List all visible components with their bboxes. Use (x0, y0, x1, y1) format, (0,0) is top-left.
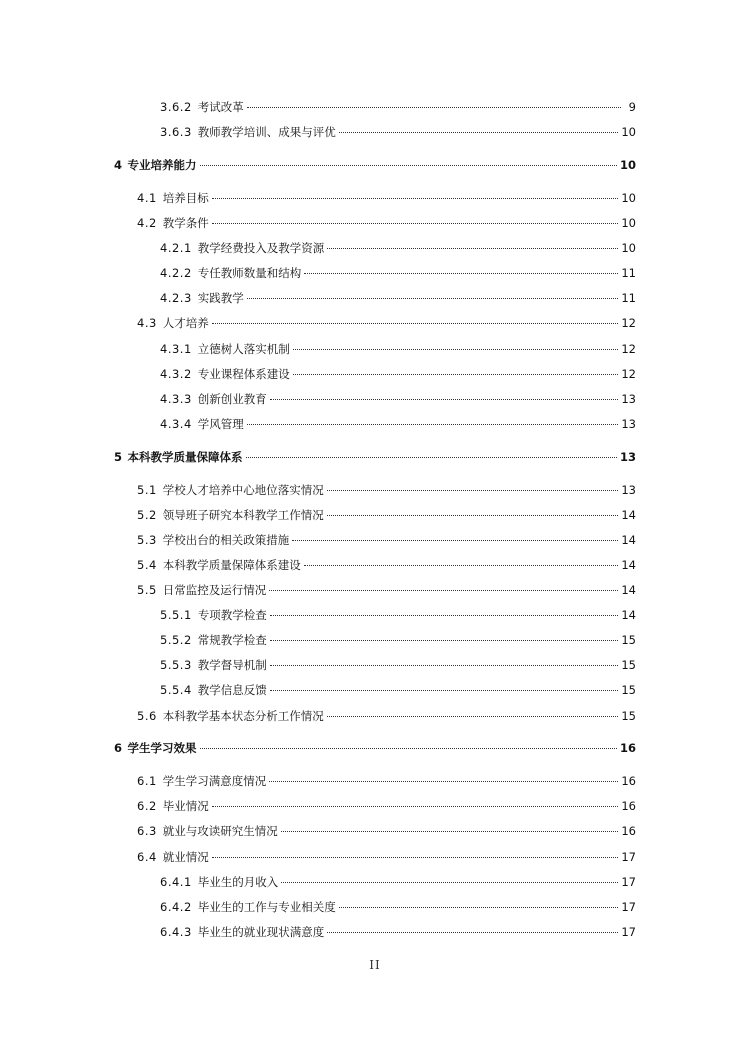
toc-entry-title: 教师教学培训、成果与评优 (197, 125, 336, 139)
toc-entry-title: 学生学习效果 (127, 741, 197, 755)
toc-entry-title: 常规教学检查 (197, 633, 267, 647)
dot-leader (212, 198, 619, 199)
toc-entry[interactable] (137, 709, 636, 724)
toc-entry-title: 毕业生的就业现状满意度 (197, 925, 325, 939)
dot-leader (212, 223, 619, 224)
toc-entry-title: 毕业生的工作与专业相关度 (197, 900, 336, 914)
toc-entry-page: 14 (621, 583, 636, 597)
dot-leader (247, 298, 619, 299)
dot-leader (327, 490, 619, 491)
toc-entry-title: 学风管理 (197, 417, 244, 431)
page-number: II (369, 958, 381, 972)
toc-entry[interactable] (160, 658, 636, 673)
toc-entry-page: 13 (621, 417, 636, 431)
toc-entry-title: 实践教学 (197, 291, 244, 305)
toc-entry[interactable] (160, 291, 636, 306)
toc-entry-page: 10 (621, 125, 636, 139)
toc-entry-title: 日常监控及运行情况 (162, 583, 267, 597)
toc-entry[interactable] (160, 266, 636, 281)
toc-entry-number: 5.5.3 (160, 658, 192, 672)
dot-leader (281, 831, 619, 832)
toc-entry[interactable] (160, 241, 636, 256)
toc-entry-title: 专项教学检查 (197, 608, 267, 622)
toc-entry-number: 6.3 (137, 824, 157, 838)
dot-leader (269, 781, 618, 782)
toc-entry-page: 17 (621, 925, 636, 939)
toc-entry[interactable] (160, 633, 636, 648)
toc-entry-title: 毕业生的月收入 (197, 875, 279, 889)
dot-leader (327, 248, 618, 249)
dot-leader (247, 107, 621, 108)
toc-entry-title: 专任教师数量和结构 (197, 266, 302, 280)
toc-entry-title: 学校出台的相关政策措施 (162, 533, 290, 547)
toc-entry-number: 3.6.3 (160, 125, 192, 139)
toc-entry-page: 11 (621, 266, 636, 280)
toc-entry-title: 专业培养能力 (127, 158, 197, 172)
toc-entry-page: 10 (621, 216, 636, 230)
toc-entry-number: 4.2.3 (160, 291, 192, 305)
toc-chapter-entry[interactable] (114, 158, 636, 173)
toc-entry-title: 人才培养 (162, 316, 209, 330)
toc-entry[interactable] (160, 875, 636, 890)
dot-leader (339, 132, 619, 133)
toc-entry[interactable] (137, 850, 636, 865)
toc-entry-number: 5 (114, 450, 123, 464)
toc-entry-number: 6.1 (137, 774, 157, 788)
toc-entry-title: 学生学习满意度情况 (162, 774, 267, 788)
toc-entry-number: 4.2.1 (160, 241, 192, 255)
dot-leader (327, 716, 619, 717)
toc-entry-page: 16 (619, 741, 636, 755)
toc-entry-page: 10 (621, 191, 636, 205)
dot-leader (327, 932, 618, 933)
toc-entry-number: 5.5.4 (160, 683, 192, 697)
toc-entry-number: 4.3 (137, 316, 157, 330)
toc-entry[interactable] (137, 483, 636, 498)
toc-entry-number: 6.4 (137, 850, 157, 864)
dot-leader (200, 748, 617, 749)
toc-entry-number: 5.2 (137, 508, 157, 522)
toc-entry-page: 9 (628, 100, 636, 114)
dot-leader (270, 640, 619, 641)
toc-entry[interactable] (137, 774, 636, 789)
dot-leader (270, 399, 619, 400)
toc-chapter-entry[interactable] (114, 450, 636, 465)
toc-entry-title: 本科教学质量保障体系 (127, 450, 243, 464)
toc-entry-page: 16 (621, 774, 636, 788)
toc-entry-page: 17 (621, 850, 636, 864)
toc-entry[interactable] (160, 925, 636, 940)
toc-entry-title: 教学条件 (162, 216, 209, 230)
toc-entry[interactable] (137, 558, 636, 573)
dot-leader (270, 690, 619, 691)
toc-entry-number: 4.1 (137, 191, 157, 205)
dot-leader (293, 349, 619, 350)
toc-entry-number: 5.5.2 (160, 633, 192, 647)
toc-entry-page: 14 (621, 608, 636, 622)
dot-leader (212, 323, 619, 324)
dot-leader (339, 907, 619, 908)
toc-entry-number: 6.2 (137, 799, 157, 813)
toc-entry-page: 13 (619, 450, 636, 464)
toc-entry-title: 培养目标 (162, 191, 209, 205)
toc-entry[interactable] (160, 342, 636, 357)
toc-entry-title: 教学督导机制 (197, 658, 267, 672)
dot-leader (200, 165, 617, 166)
toc-entry-number: 5.1 (137, 483, 157, 497)
toc-entry-title: 学校人才培养中心地位落实情况 (162, 483, 324, 497)
toc-entry[interactable] (137, 316, 636, 331)
toc-entry-page: 15 (621, 709, 636, 723)
toc-entry-title: 毕业情况 (162, 799, 209, 813)
toc-entry-page: 17 (621, 875, 636, 889)
toc-entry-title: 就业与攻读研究生情况 (162, 824, 278, 838)
toc-entry-number: 4 (114, 158, 123, 172)
toc-entry-title: 教学信息反馈 (197, 683, 267, 697)
toc-entry-page: 15 (621, 658, 636, 672)
toc-entry[interactable] (160, 608, 636, 623)
dot-leader (304, 565, 619, 566)
toc-entry-number: 4.3.3 (160, 392, 192, 406)
dot-leader (304, 273, 618, 274)
toc-entry-page: 14 (621, 533, 636, 547)
toc-entry-number: 4.3.2 (160, 367, 192, 381)
toc-entry[interactable] (160, 683, 636, 698)
toc-entry-page: 10 (621, 241, 636, 255)
toc-entry-title: 考试改革 (197, 100, 244, 114)
dot-leader (247, 424, 619, 425)
toc-entry-number: 6 (114, 741, 123, 755)
toc-entry-number: 5.4 (137, 558, 157, 572)
toc-entry-page: 12 (621, 342, 636, 356)
toc-entry-page: 15 (621, 683, 636, 697)
toc-entry-number: 5.6 (137, 709, 157, 723)
toc-entry-page: 11 (621, 291, 636, 305)
dot-leader (269, 590, 618, 591)
toc-entry[interactable] (137, 508, 636, 523)
toc-entry-title: 专业课程体系建设 (197, 367, 290, 381)
toc-entry-page: 13 (621, 392, 636, 406)
toc-entry-title: 就业情况 (162, 850, 209, 864)
toc-entry-number: 4.2 (137, 216, 157, 230)
toc-entry[interactable] (160, 900, 636, 915)
toc-entry[interactable] (137, 216, 636, 231)
dot-leader (270, 615, 619, 616)
toc-entry[interactable] (160, 125, 636, 140)
dot-leader (293, 374, 619, 375)
toc-entry[interactable] (160, 392, 636, 407)
dot-leader (246, 457, 617, 458)
toc-entry-title: 本科教学基本状态分析工作情况 (162, 709, 324, 723)
toc-entry[interactable] (137, 191, 636, 206)
dot-leader (212, 857, 619, 858)
toc-chapter-entry[interactable] (114, 741, 636, 756)
toc-entry[interactable] (137, 583, 636, 598)
toc-entry[interactable] (160, 417, 636, 432)
toc-entry-number: 5.5.1 (160, 608, 192, 622)
toc-entry-page: 16 (621, 799, 636, 813)
toc-entry-number: 4.2.2 (160, 266, 192, 280)
toc-entry-title: 创新创业教育 (197, 392, 267, 406)
toc-entry-title: 教学经费投入及教学资源 (197, 241, 325, 255)
toc-entry-number: 5.5 (137, 583, 157, 597)
toc-entry-page: 12 (621, 367, 636, 381)
toc-entry[interactable] (137, 824, 636, 839)
toc-entry-page: 16 (621, 824, 636, 838)
dot-leader (292, 540, 618, 541)
toc-entry-number: 4.3.1 (160, 342, 192, 356)
toc-entry-page: 10 (619, 158, 636, 172)
toc-entry-title: 立德树人落实机制 (197, 342, 290, 356)
toc-entry[interactable] (160, 367, 636, 382)
toc-entry-number: 6.4.2 (160, 900, 192, 914)
toc-entry[interactable] (160, 100, 636, 115)
dot-leader (327, 515, 619, 516)
toc-entry[interactable] (137, 799, 636, 814)
toc-entry-page: 13 (621, 483, 636, 497)
dot-leader (270, 665, 619, 666)
toc-entry-page: 12 (621, 316, 636, 330)
dot-leader (212, 806, 619, 807)
toc-entry-number: 4.3.4 (160, 417, 192, 431)
toc-entry-number: 6.4.3 (160, 925, 192, 939)
toc-entry-page: 17 (621, 900, 636, 914)
toc-entry-title: 领导班子研究本科教学工作情况 (162, 508, 324, 522)
toc-entry-page: 14 (621, 558, 636, 572)
toc-entry-title: 本科教学质量保障体系建设 (162, 558, 301, 572)
toc-entry-number: 6.4.1 (160, 875, 192, 889)
toc-entry[interactable] (137, 533, 636, 548)
toc-entry-page: 14 (621, 508, 636, 522)
dot-leader (281, 882, 618, 883)
toc-entry-number: 5.3 (137, 533, 157, 547)
toc-entry-page: 15 (621, 633, 636, 647)
toc-entry-number: 3.6.2 (160, 100, 192, 114)
